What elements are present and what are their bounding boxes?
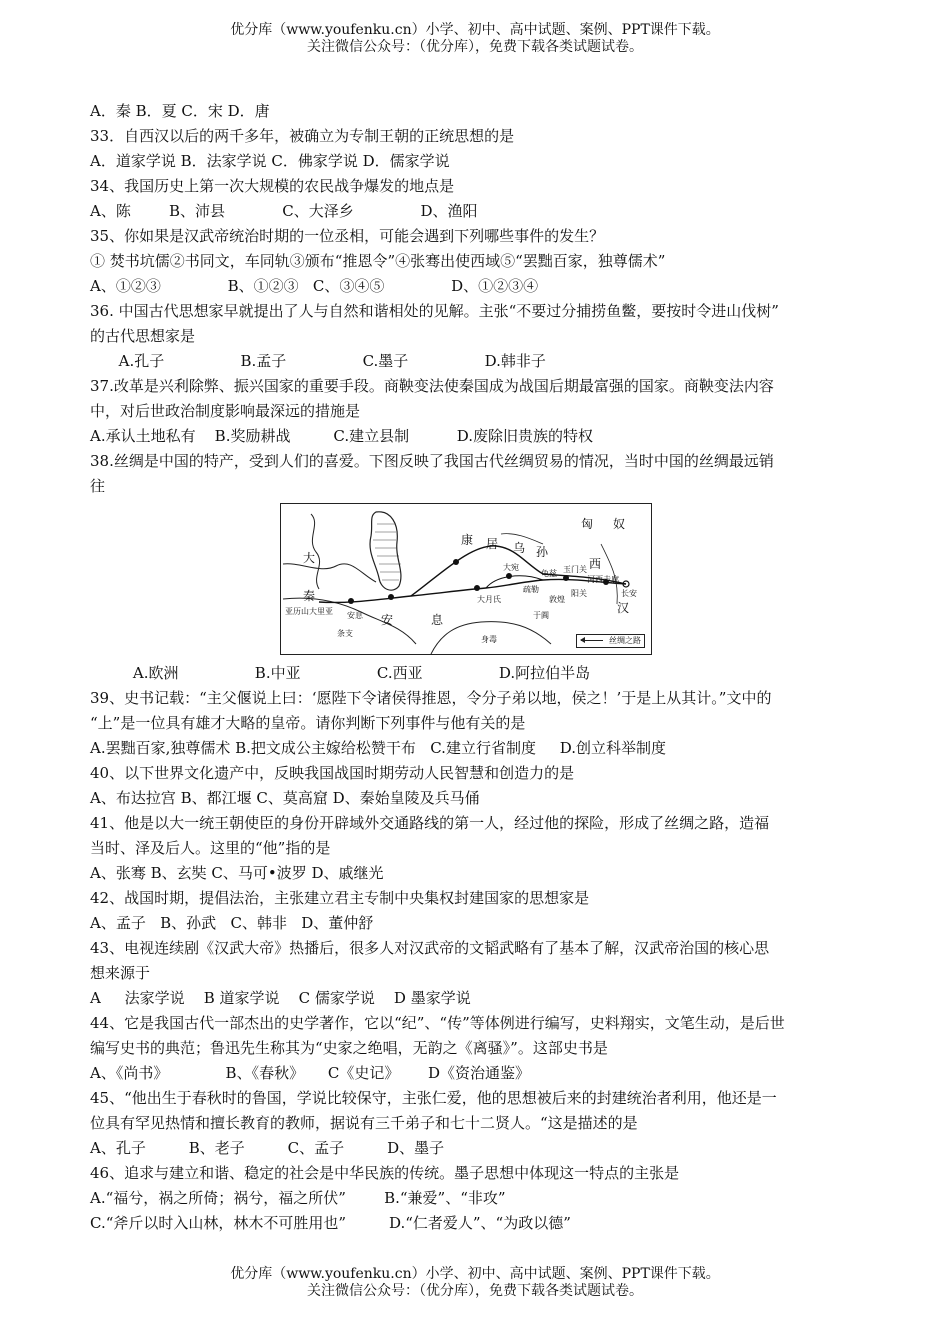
question-43: 43、电视连续剧《汉武大帝》热播后，很多人对汉武帝的文韬武略有了基本了解，汉武帝治国的核心思 [90, 939, 770, 957]
label-anxi-2: 息 [431, 613, 444, 627]
options-46-ab: A.“福兮，祸之所倚；祸兮，福之所伏” B.“兼爱”、“非攻” [90, 1189, 506, 1207]
page-header [0, 22, 950, 56]
footer-line-2: 关注微信公众号：（优分库），免费下载各类试题试卷。 [307, 1283, 643, 1299]
question-45: 45、“他出生于春秋时的鲁国，学说比较保守，主张仁爱，他的思想被后来的封建统治者利用，他还是一 [90, 1089, 777, 1107]
question-43-cont: 想来源于 [90, 964, 151, 982]
label-xihan-2: 汉 [617, 601, 630, 615]
question-33: 33．自西汉以后的两千多年，被确立为专制王朝的正统思想的是 [90, 127, 515, 145]
options-41: A、张骞 B、玄奘 C、马可•波罗 D、戚继光 [90, 864, 384, 882]
label-kangju-1: 康 [461, 533, 474, 547]
label-qiuci: 龟兹 [541, 569, 557, 578]
options-43: A 法家学说 B 道家学说 C 儒家学说 D 墨家学说 [90, 989, 471, 1007]
black-sea-coast [283, 564, 376, 582]
footer-line-1: 优分库（www.youfenku.cn）小学、初中、高中试题、案例、PPT课件下载。 [230, 1266, 720, 1282]
river-2 [601, 544, 617, 604]
question-38-cont: 往 [90, 477, 106, 495]
map-legend [576, 634, 645, 648]
label-daqin-2: 秦 [303, 589, 316, 603]
options-44: A、《尚书》 B、《春秋》 C《史记》 D《资治通鉴》 [90, 1064, 531, 1082]
question-46: 46、追求与建立和谐、稳定的社会是中华民族的传统。墨子思想中体现这一特点的主张是 [90, 1164, 680, 1182]
label-tiaozhi: 条支 [337, 629, 353, 638]
options-37: A.承认土地私有 B.奖励耕战 C.建立县制 D.废除旧贵族的特权 [90, 427, 594, 445]
question-44: 44、它是我国古代一部杰出的史学著作，它以“纪”、“传”等体例进行编写，史料翔实，文笔生动，是后世 [90, 1014, 785, 1032]
question-35-items: ① 焚书坑儒②书同文，车同轨③颁布“推恩令”④张骞出使西域⑤“罢黜百家，独尊儒术” [90, 252, 666, 270]
options-46-cd: C.“斧斤以时入山林，林木不可胜用也” D.“仁者爱人”、“为政以德” [90, 1214, 571, 1232]
label-shule: 疏勒 [523, 585, 539, 594]
question-44-cont: 编写史书的典范；鲁迅先生称其为“史家之绝唱，无韵之《离骚》”。这部史书是 [90, 1039, 608, 1057]
options-33: A．道家学说 B．法家学说 C．佛家学说 D．儒家学说 [90, 152, 450, 170]
question-36: 36. 中国古代思想家早就提出了人与自然和谐相处的见解。主张“不要过分捕捞鱼鳖，要按时令进山伐树” [90, 302, 779, 320]
question-36-cont: 的古代思想家是 [90, 327, 196, 345]
question-37-cont: 中，对后世政治制度影响最深远的措施是 [90, 402, 361, 420]
question-35: 35、你如果是汉武帝统治时期的一位丞相，可能会遇到下列哪些事件的发生？ [90, 227, 605, 245]
question-39: 39、史书记载：“主父偃说上曰：‘愿陛下令诸侯得推恩，令分子弟以地，侯之！’于是上从其计。”文中的 [90, 689, 772, 707]
legend-label: 丝绸之路 [609, 636, 641, 645]
question-38: 38.丝绸是中国的特产，受到人们的喜爱。下图反映了我国古代丝绸贸易的情况，当时中国的丝绸最远销 [90, 452, 774, 470]
label-anxi-small: 安息 [347, 611, 363, 620]
page-footer [0, 1266, 950, 1300]
label-yangguan: 阳关 [571, 589, 587, 598]
label-alexandria: 亚历山大里亚 [285, 607, 333, 616]
options-45: A、孔子 B、老子 C、孟子 D、墨子 [90, 1139, 445, 1157]
options-40: A、布达拉宫 B、都江堰 C、莫高窟 D、秦始皇陵及兵马俑 [90, 789, 480, 807]
options-34: A、陈 B、沛县 C、大泽乡 D、渔阳 [90, 202, 478, 220]
silk-road-map [280, 503, 652, 655]
header-line-2: 关注微信公众号：（优分库），免费下载各类试题试卷。 [307, 39, 643, 55]
label-xiongnu-2: 奴 [613, 517, 626, 531]
options-36: A.孔子 B.孟子 C.墨子 D.韩非子 [90, 352, 546, 370]
label-dayuezhi: 大月氏 [477, 595, 501, 604]
label-dunhuang: 敦煌 [549, 595, 565, 604]
question-37: 37.改革是兴利除弊、振兴国家的重要手段。商鞅变法使秦国成为战国后期最富强的国家。商鞅变法内容 [90, 377, 774, 395]
options-35: A、①②③ B、①②③ C、③④⑤ D、①②③④ [90, 277, 539, 295]
header-line-1: 优分库（www.youfenku.cn）小学、初中、高中试题、案例、PPT课件下载。 [230, 22, 720, 38]
label-anxi-1: 安 [381, 613, 394, 627]
label-daqin-1: 大 [303, 551, 316, 565]
options-39: A.罢黜百家,独尊儒术 B.把文成公主嫁给松赞干布 C.建立行省制度 D.创立科举制度 [90, 739, 667, 757]
question-41-cont: 当时、泽及后人。这里的“他”指的是 [90, 839, 331, 857]
question-41: 41、他是以大一统王朝使臣的身份开辟域外交通路线的第一人，经过他的探险，形成了丝绸之路，造福 [90, 814, 770, 832]
label-xiongnu-1: 匈 [581, 517, 594, 531]
options-38: A.欧洲 B.中亚 C.西亚 D.阿拉伯半岛 [90, 664, 591, 682]
label-shendu: 身毒 [481, 635, 497, 644]
label-wusun-2: 孙 [536, 545, 549, 559]
legend-arrow-icon [581, 640, 603, 641]
label-dayuan: 大宛 [503, 563, 519, 572]
question-34: 34、我国历史上第一次大规模的农民战争爆发的地点是 [90, 177, 455, 195]
options-42: A、孟子 B、孙武 C、韩非 D、董仲舒 [90, 914, 374, 932]
label-kangju-2: 居 [486, 537, 499, 551]
question-42: 42、战国时期，提倡法治，主张建立君主专制中央集权封建国家的思想家是 [90, 889, 590, 907]
question-40: 40、以下世界文化遗产中，反映我国战国时期劳动人民智慧和创造力的是 [90, 764, 575, 782]
exam-content [90, 99, 870, 1236]
caspian-sea-shape [370, 512, 401, 590]
label-wusun-1: 乌 [513, 541, 526, 555]
label-changan: 长安 [621, 589, 637, 598]
question-39-cont: “上”是一位具有雄才大略的皇帝。请你判断下列事件与他有关的是 [90, 714, 526, 732]
label-xihan-1: 西 [589, 557, 602, 571]
label-yutian: 于阗 [533, 611, 549, 620]
text-line: A．秦 B．夏 C．宋 D．唐 [90, 102, 270, 120]
label-hexi: 河西走廊 [587, 575, 619, 584]
question-45-cont: 位具有罕见热情和擅长教育的教师，据说有三千弟子和七十二贤人。“这是描述的是 [90, 1114, 638, 1132]
label-yumenguan: 玉门关 [563, 565, 587, 574]
